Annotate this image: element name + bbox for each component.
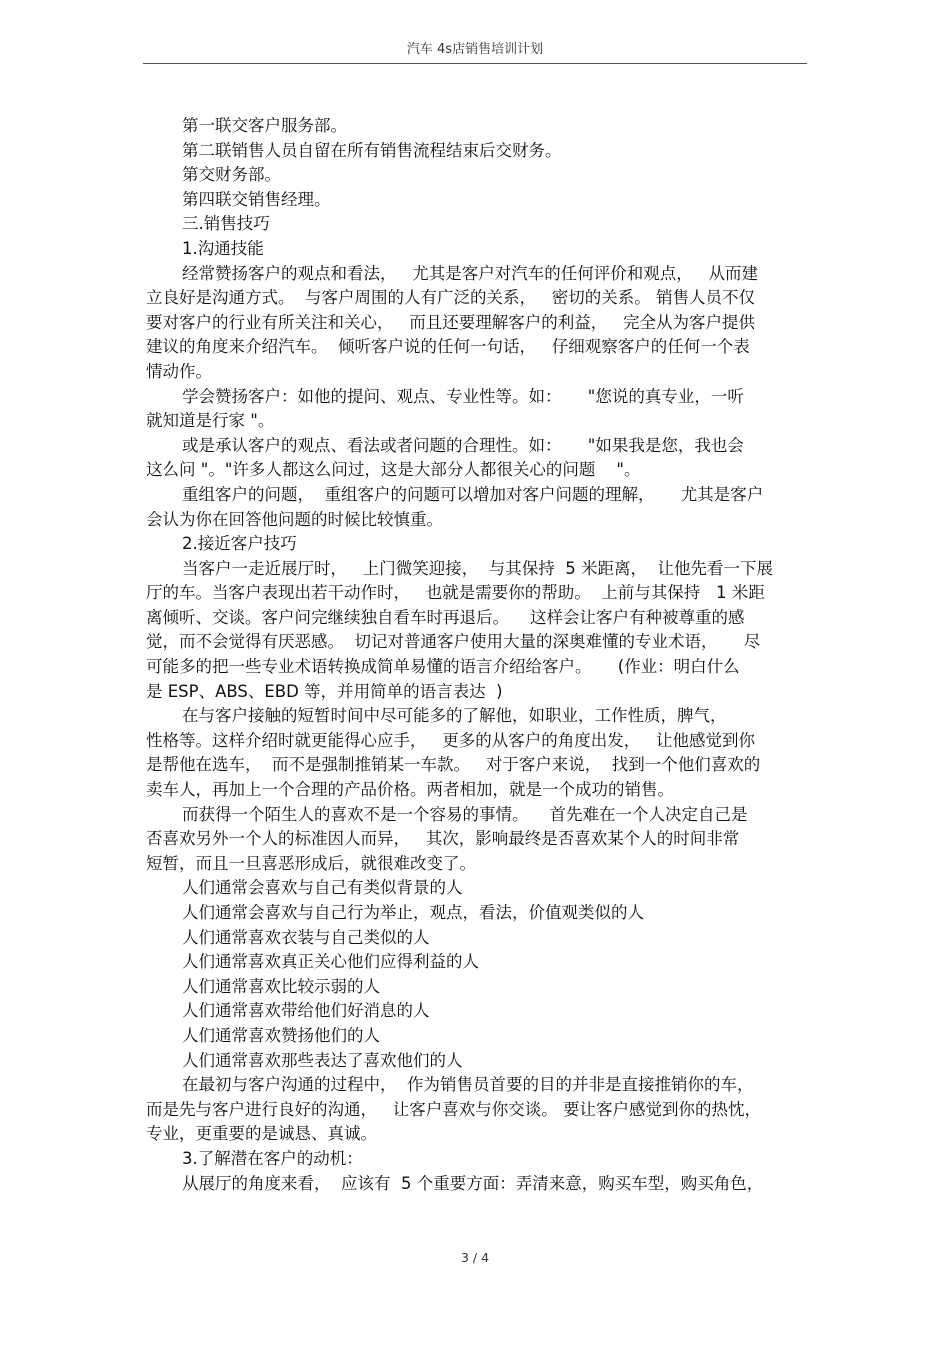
paragraph-line: 立良好是沟通方式。 与客户周围的人有广泛的关系， 密切的关系。 销售人员不仅 (146, 288, 755, 308)
paragraph-line: 而是先与客户进行良好的沟通， 让客户喜欢与你交谈。 要让客户感觉到你的热忱， (146, 1099, 761, 1119)
paragraph-line: 第四联交销售经理。 (182, 189, 331, 209)
paragraph-line: 人们通常会喜欢与自己有类似背景的人 (182, 878, 463, 898)
paragraph-line: 而获得一个陌生人的喜欢不是一个容易的事情。 首先难在一个人决定自己是 (182, 804, 748, 824)
paragraph-line: 否喜欢另外一个人的标准因人而异， 其次，影响最终是否喜欢某个人的时间非常 (146, 829, 740, 849)
paragraph-line: 人们通常喜欢衣装与自己类似的人 (182, 927, 430, 947)
paragraph-line: 2.接近客户技巧 (182, 534, 297, 554)
paragraph-line: 是帮他在选车， 而不是强制推销某一车款。 对于客户来说， 找到一个他们喜欢的 (146, 755, 761, 775)
paragraph-line: 3.了解潜在客户的动机： (182, 1148, 363, 1168)
paragraph-line: 在与客户接触的短暂时间中尽可能多的了解他，如职业，工作性质，脾气， (182, 706, 727, 726)
paragraph-line: 是 ESP、ABS、EBD 等，并用简单的语言表达 ) (146, 681, 503, 701)
paragraph-line: 性格等。这样介绍时就更能得心应手， 更多的从客户的角度出发， 让他感觉到你 (146, 730, 755, 750)
paragraph-line: 建议的角度来介绍汽车。 倾听客户说的任何一句话， 仔细观察客户的任何一个表 (146, 337, 750, 357)
paragraph-line: 人们通常喜欢比较示弱的人 (182, 976, 380, 996)
header-divider (143, 63, 807, 64)
paragraph-line: 三.销售技巧 (182, 214, 270, 234)
paragraph-line: 在最初与客户沟通的过程中， 作为销售员首要的目的并非是直接推销你的车， (182, 1075, 754, 1095)
document-body (146, 114, 796, 1196)
paragraph-line: 人们通常会喜欢与自己行为举止，观点，看法，价值观类似的人 (182, 903, 644, 922)
paragraph-line: 当客户一走近展厅时， 上门微笑迎接， 与其保持 5 米距离， 让他先看一下展 (182, 558, 773, 578)
paragraph-line: 第一联交客户服务部。 (182, 116, 347, 135)
paragraph-line: 人们通常喜欢真正关心他们应得利益的人 (182, 952, 479, 972)
paragraph-line: 短暂，而且一旦喜恶形成后，就很难改变了。 (146, 853, 476, 873)
page-header-title: 汽车 4s店销售培训计划 (406, 42, 544, 57)
paragraph-line: 觉，而不会觉得有厌恶感。 切记对普通客户使用大量的深奥难懂的专业术语， 尽 (146, 632, 761, 652)
paragraph-line: 会认为你在回答他问题的时候比较慎重。 (146, 509, 443, 529)
paragraph-line: 1.沟通技能 (182, 238, 264, 258)
paragraph-line: 人们通常喜欢那些表达了喜欢他们的人 (182, 1050, 463, 1070)
paragraph-line: 卖车人，再加上一个合理的产品价格。两者相加，就是一个成功的销售。 (146, 780, 674, 800)
paragraph-line: 厅的车。当客户表现出若干动作时， 也就是需要你的帮助。 上前与其保持 1 米距 (146, 583, 765, 603)
paragraph-line: 专业，更重要的是诚恳、真诚。 (146, 1124, 377, 1144)
paragraph-line: 人们通常喜欢赞扬他们的人 (182, 1025, 380, 1045)
paragraph-line: 可能多的把一些专业术语转换成简单易懂的语言介绍给客户。 (作业：明白什么 (146, 657, 740, 677)
paragraph-line: 第二联销售人员自留在所有销售流程结束后交财务。 (182, 140, 562, 160)
paragraph-line: 人们通常喜欢带给他们好消息的人 (182, 1001, 430, 1021)
paragraph-line: 就知道是行家 "。 (146, 411, 275, 431)
paragraph-line: 或是承认客户的观点、看法或者问题的合理性。如： "如果我是您，我也会 (182, 435, 744, 455)
paragraph-line: 离倾听、交谈。客户问完继续独自看车时再退后。 这样会让客户有种被尊重的感 (146, 607, 745, 627)
paragraph-line: 第交财务部。 (182, 165, 281, 185)
page-number: 3 / 4 (460, 1250, 490, 1265)
paragraph-line: 经常赞扬客户的观点和看法， 尤其是客户对汽车的任何评价和观点， 从而建 (182, 263, 758, 283)
paragraph-line: 重组客户的问题， 重组客户的问题可以增加对客户问题的理解， 尤其是客户 (182, 484, 764, 504)
paragraph-line: 学会赞扬客户：如他的提问、观点、专业性等。如： "您说的真专业，一听 (182, 386, 744, 406)
paragraph-line: 情动作。 (146, 361, 212, 381)
paragraph-line: 从展厅的角度来看， 应该有 5 个重要方面：弄清来意，购买车型，购买角色， (182, 1173, 764, 1193)
paragraph-line: 这么问 "。"许多人都这么问过，这是大部分人都很关心的问题 "。 (146, 460, 641, 480)
paragraph-line: 要对客户的行业有所关注和关心， 而且还要理解客户的利益， 完全从为客户提供 (146, 312, 755, 332)
